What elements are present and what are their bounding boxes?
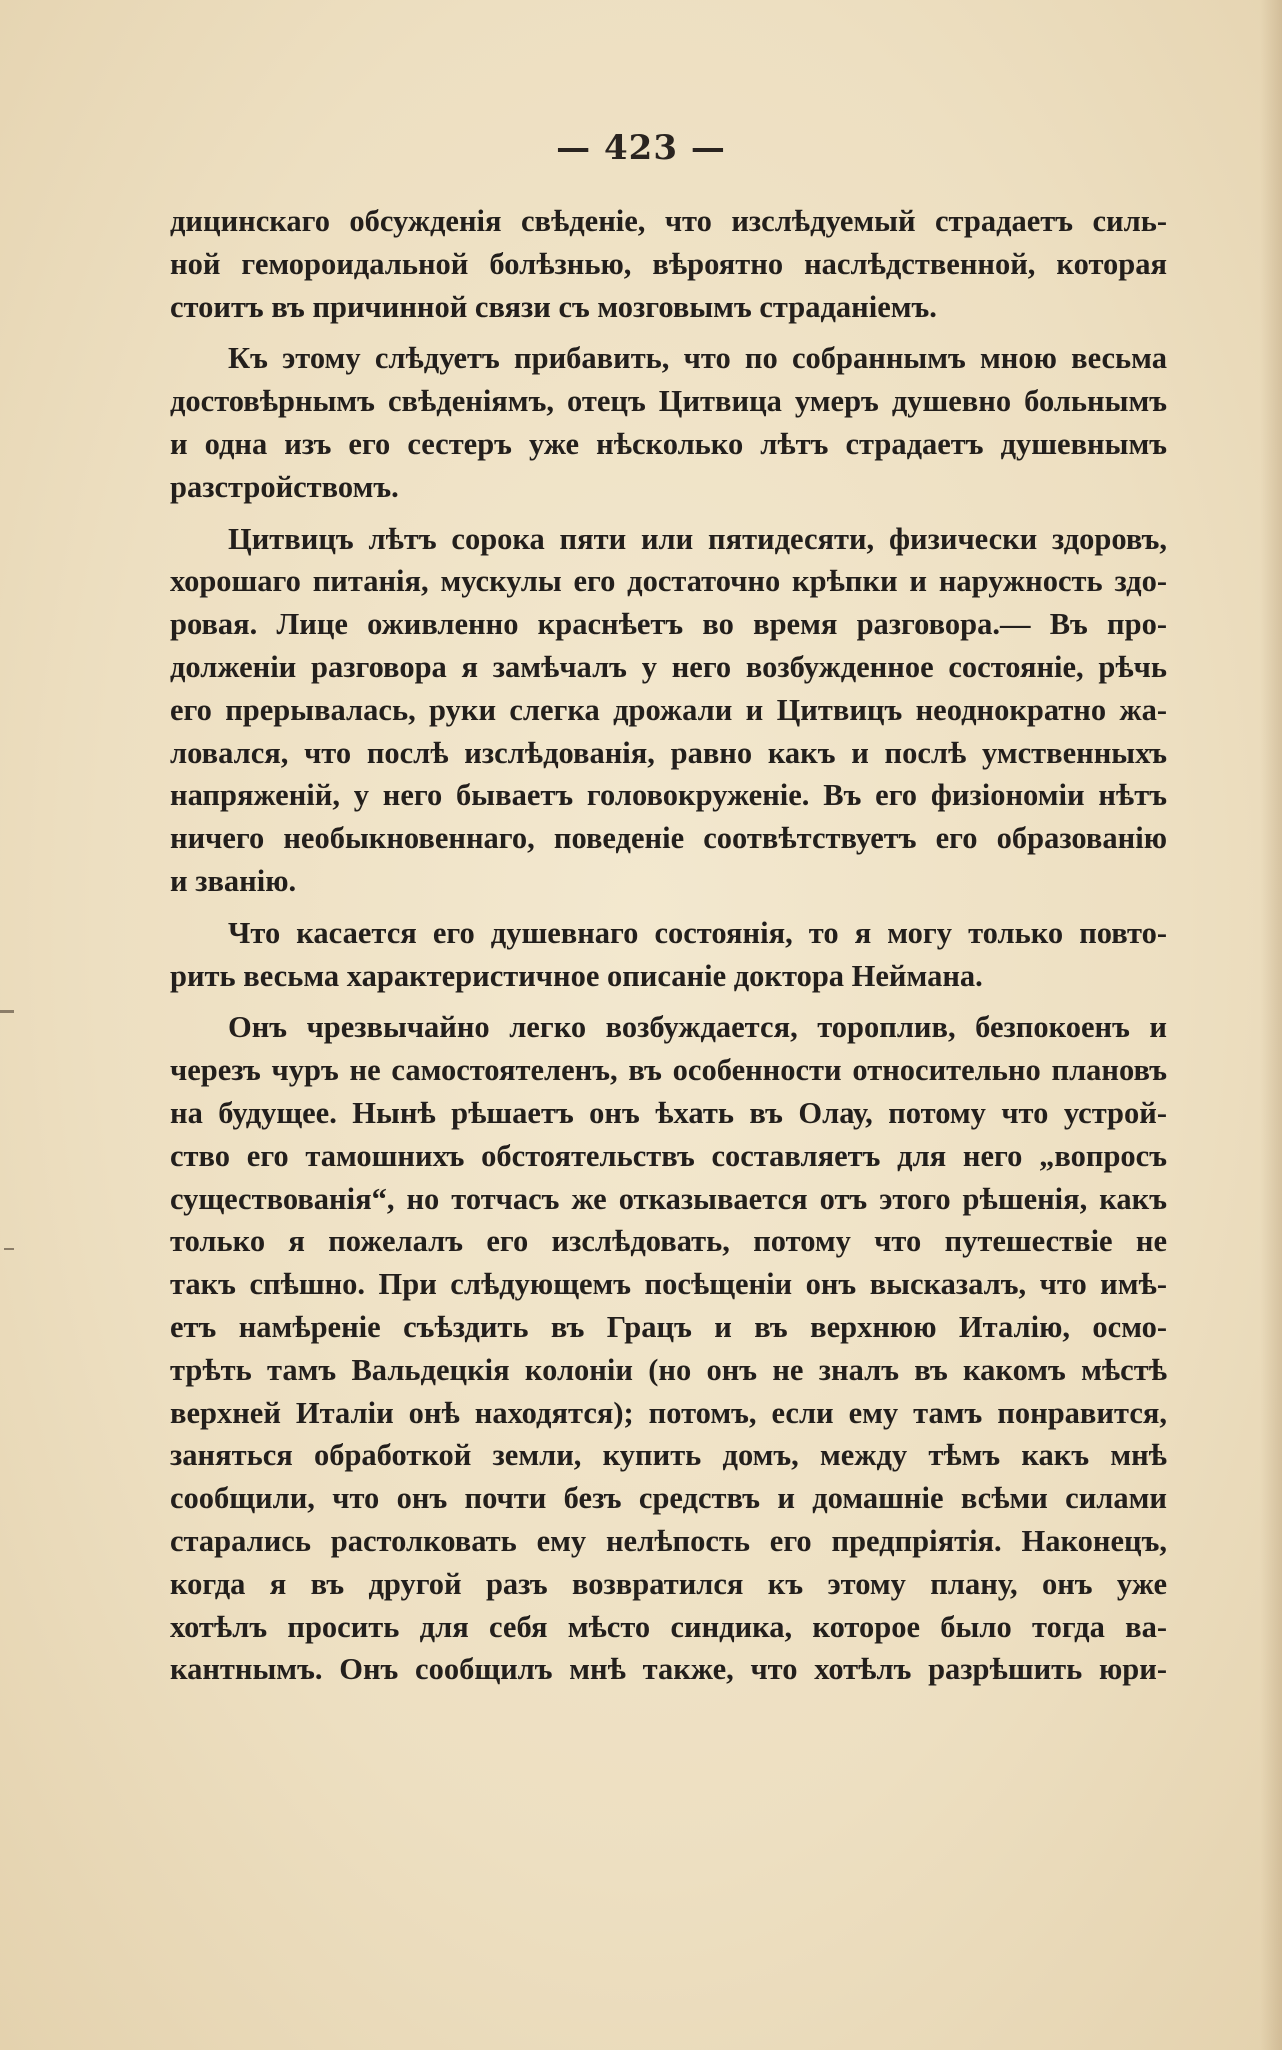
text-line: етъ намѣреніе съѣздить въ Грацъ и въ верхнюю Италію, осмо- — [170, 1309, 1167, 1344]
text-line: и званію. — [170, 863, 297, 898]
margin-mark — [4, 1248, 14, 1250]
text-line: хорошаго питанія, мускулы его достаточно крѣпки и наружность здо- — [170, 564, 1167, 599]
text-line: Къ этому слѣдуетъ прибавить, что по собраннымъ мною весьма — [228, 341, 1167, 376]
text-line: заняться обработкой земли, купить домъ, между тѣмъ какъ мнѣ — [170, 1438, 1167, 1473]
text-line: рить весьма характеристичное описаніе доктора Неймана. — [170, 958, 983, 993]
text-line: трѣть тамъ Вальдецкія колоніи (но онъ не зналъ въ какомъ мѣстѣ — [170, 1352, 1167, 1387]
text-line: Цитвицъ лѣтъ сорока пяти или пятидесяти, физически здоровъ, — [228, 521, 1167, 556]
text-line: такъ спѣшно. При слѣдующемъ посѣщеніи онъ высказалъ, что имѣ- — [170, 1267, 1167, 1302]
text-line: сообщили, что онъ почти безъ средствъ и домашніе всѣми силами — [170, 1481, 1167, 1516]
text-line: дицинскаго обсужденія свѣденіе, что изслѣдуемый страдаетъ силь- — [170, 204, 1167, 238]
text-line: верхней Италіи онѣ находятся); потомъ, если ему тамъ понравится, — [170, 1395, 1167, 1430]
text-line: разстройствомъ. — [170, 469, 399, 504]
page-edge-shadow — [1260, 0, 1282, 2050]
text-line: ничего необыкновеннаго, поведеніе соотвѣтствуетъ его образованію — [170, 821, 1167, 856]
text-line: достовѣрнымъ свѣденіямъ, отецъ Цитвица умеръ душевно больнымъ — [170, 384, 1167, 419]
text-line: напряженій, у него бываетъ головокруженіе. Въ его физіономіи нѣтъ — [170, 778, 1167, 813]
text-line: ство его тамошнихъ обстоятельствъ составляетъ для него „вопросъ — [170, 1138, 1167, 1173]
text-line: ловался, что послѣ изслѣдованія, равно какъ и послѣ умственныхъ — [170, 735, 1167, 770]
text-line: только я пожелалъ его изслѣдовать, потому что путешествіе не — [170, 1224, 1167, 1259]
text-line: старались растолковать ему нелѣпость его предпріятія. Наконецъ, — [170, 1523, 1167, 1558]
text-line: и одна изъ его сестеръ уже нѣсколько лѣтъ страдаетъ душевнымъ — [170, 426, 1167, 461]
margin-mark — [0, 1010, 14, 1013]
text-line: черезъ чуръ не самостоятеленъ, въ особенности относительно плановъ — [170, 1053, 1167, 1088]
page-number: — 423 — — [556, 128, 726, 168]
text-line: существованія“, но тотчасъ же отказывается отъ этого рѣшенія, какъ — [170, 1181, 1167, 1216]
text-line: Что касается его душевнаго состоянія, то я могу только повто- — [228, 915, 1167, 950]
text-line: долженіи разговора я замѣчалъ у него возбужденное состояніе, рѣчь — [170, 649, 1167, 684]
text-line: хотѣлъ просить для себя мѣсто синдика, которое было тогда ва- — [170, 1609, 1167, 1644]
text-line: стоитъ въ причинной связи съ мозговымъ страданіемъ. — [170, 289, 937, 324]
text-line: на будущее. Нынѣ рѣшаетъ онъ ѣхать въ Олау, потому что устрой- — [170, 1095, 1167, 1130]
text-line: ной гемороидальной болѣзнью, вѣроятно наслѣдственной, которая — [170, 246, 1167, 281]
text-line: его прерывалась, руки слегка дрожали и Цитвицъ неоднократно жа- — [170, 692, 1167, 727]
text-line: ровая. Лице оживленно краснѣетъ во время разговора.— Въ про- — [170, 607, 1167, 642]
text-line: когда я въ другой разъ возвратился къ этому плану, онъ уже — [170, 1566, 1167, 1601]
body-text — [170, 200, 1167, 1691]
text-line: кантнымъ. Онъ сообщилъ мнѣ также, что хотѣлъ разрѣшить юри- — [170, 1652, 1167, 1687]
text-line: Онъ чрезвычайно легко возбуждается, тороплив, безпокоенъ и — [228, 1010, 1167, 1045]
